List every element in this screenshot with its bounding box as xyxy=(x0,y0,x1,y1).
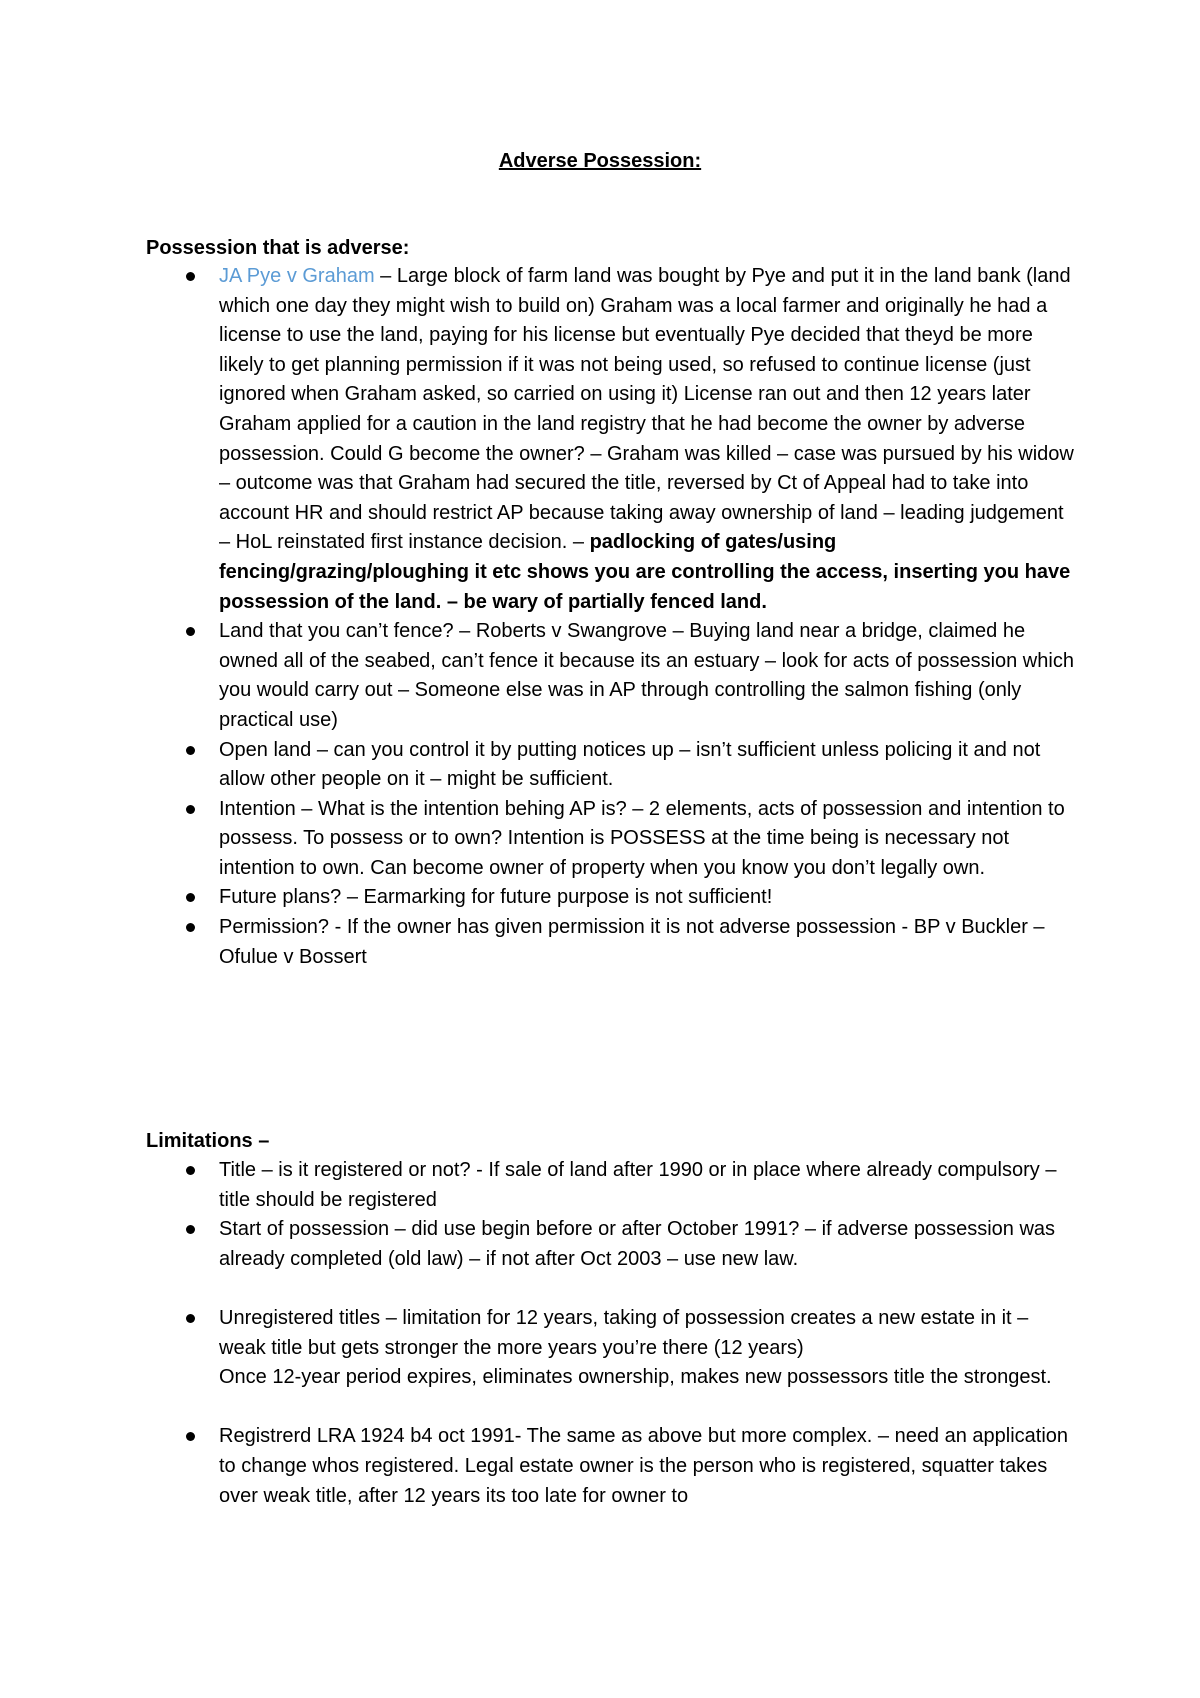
list-item-registered-titles: Registrerd LRA 1924 b4 oct 1991- The same as above but more complex. – need an application to change whos registered. Legal estate owner is the person who is registered, squatter takes over weak title, after 12 years its too late for owner to xyxy=(146,1422,1076,1511)
list-item-open-land: Open land – can you control it by putting notices up – isn’t sufficient unless policing it and not allow other people on it – might be sufficient. xyxy=(146,736,1076,795)
list-item-permission xyxy=(146,913,1076,972)
unregistered-extra-line: Once 12-year period expires, eliminates ownership, makes new possessors title the strongest. xyxy=(219,1366,1052,1389)
limitations-section-heading: Limitations – xyxy=(146,1130,270,1152)
list-item-future-plans: Future plans? – Earmarking for future purpose is not sufficient! xyxy=(146,883,1076,913)
list-item-unregistered-titles xyxy=(146,1304,1076,1393)
permission-text: Permission? - If the owner has given permission it is not adverse possession - BP v Buckler – xyxy=(219,916,1045,939)
document-title: Adverse Possession: xyxy=(498,150,702,172)
list-item-pye-v-graham xyxy=(146,262,1076,617)
pye-v-graham-bold-text: padlocking of gates/using fencing/grazing/ploughing it etc shows you are controlling the access, inserting you have possession of the land. – be wary of partially fenced land. xyxy=(219,531,1071,613)
list-item-title: Title – is it registered or not? - If sale of land after 1990 or in place where already compulsory – title should be registered xyxy=(146,1156,1076,1215)
unregistered-text: Unregistered titles – limitation for 12 years, taking of possession creates a new estate in it – weak title but gets stronger the more years you’re there (12 years) xyxy=(219,1306,1029,1359)
list-item-start-of-possession: Start of possession – did use begin before or after October 1991? – if adverse possession was already completed (old law) – if not after Oct 2003 – use new law. xyxy=(146,1215,1076,1274)
case-link-pye-v-graham[interactable]: JA Pye v Graham xyxy=(219,265,375,287)
list-item-unfenceable-land: Land that you can’t fence? – Roberts v Swangrove – Buying land near a bridge, claimed he owned all of the seabed, can’t fence it because its an estuary – look for acts of possession which you would carry out – Someone else was in AP through controlling the salmon fishing (only practical use) xyxy=(146,617,1076,735)
possession-bullet-list xyxy=(146,262,1076,972)
list-item-intention: Intention – What is the intention behing AP is? – 2 elements, acts of possession and intention to possess. To possess or to own? Intention is POSSESS at the time being is necessary not intention to own. Can become owner of property when you know you don’t legally own. xyxy=(146,795,1076,884)
pye-v-graham-text: – Large block of farm land was bought by Pye and put it in the land bank (land which one day they might wish to build on) Graham was a local farmer and originally he had a license to use the land, paying for his license but eventually Pye decided that theyd be more likely to get planning permission if it was not being used, so refused to continue license (just ignored when Graham asked, so carried on using it) License ran out and then 12 years later Graham applied for a caution in the land registry that he had become the owner by adverse possession. Could G become the owner? – Graham was killed – case was pursued by his widow – outcome was that Graham had secured the title, reversed by Ct of Appeal had to take into account HR and should restrict AP because taking away ownership of land – leading judgement – HoL reinstated first instance decision. – xyxy=(219,265,1074,554)
limitations-bullet-list xyxy=(146,1156,1076,1511)
permission-extra-case: Ofulue v Bossert xyxy=(219,945,367,968)
possession-section-heading: Possession that is adverse: xyxy=(146,237,410,259)
